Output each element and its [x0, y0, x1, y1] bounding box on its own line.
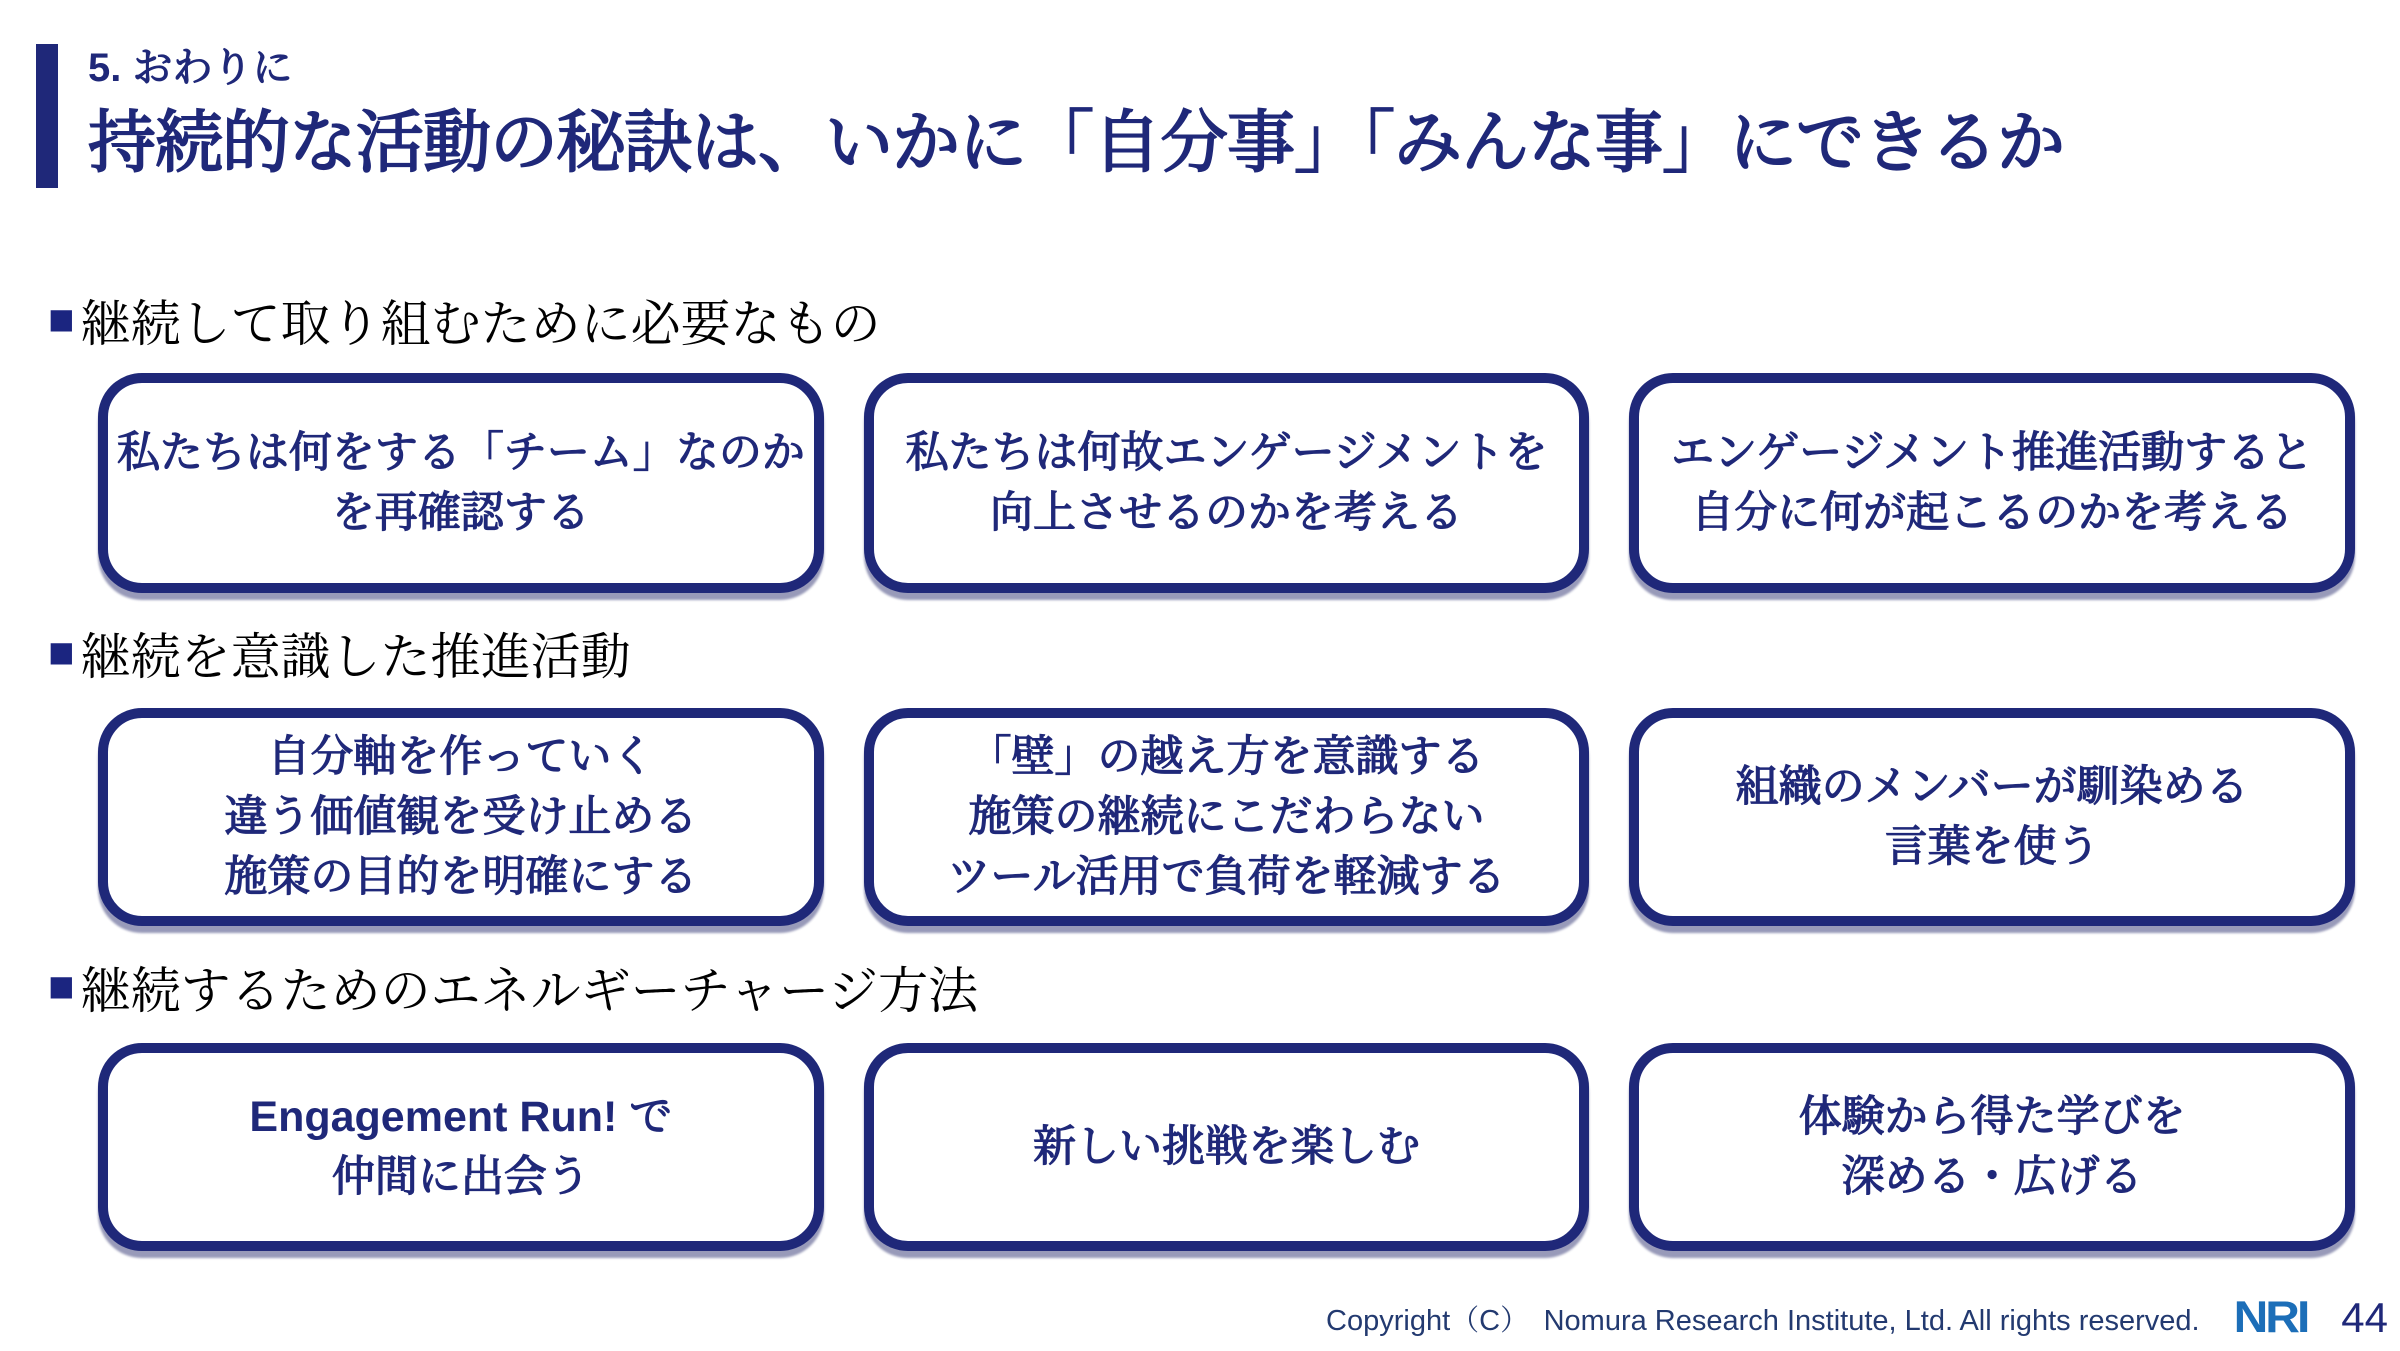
card-reconfirm-team — [98, 373, 824, 593]
card-line: 私たちは何故エンゲージメントを — [905, 428, 1548, 477]
card-over-the-wall — [864, 708, 1590, 926]
square-bullet-icon: ■ — [48, 628, 75, 677]
card-line: 違う価値観を受け止める — [224, 792, 698, 841]
card-engagement-run — [98, 1043, 824, 1251]
section-heading-1-label: 継続して取り組むために必要なもの — [80, 296, 881, 352]
card-line: 「壁」の越え方を意識する — [968, 732, 1485, 781]
card-enjoy-challenge — [864, 1043, 1590, 1251]
card-line: 体験から得た学びを — [1798, 1092, 2186, 1141]
card-line: 仲間に出会う — [331, 1153, 590, 1201]
card-line: 自分に何が起こるのかを考える — [1691, 489, 2294, 537]
section-heading-2-label: 継続を意識した推進活動 — [80, 629, 631, 685]
card-line: 組織のメンバーが馴染める — [1735, 762, 2249, 811]
card-line: 私たちは何をする「チーム」なのか — [116, 428, 805, 477]
section-heading-3-label: 継続するためのエネルギーチャージ方法 — [80, 963, 979, 1019]
square-bullet-icon: ■ — [48, 962, 75, 1011]
card-line: 施策の継続にこだわらない — [968, 792, 1485, 841]
card-line: 向上させるのかを考える — [990, 489, 1463, 537]
title-accent-bar — [36, 44, 58, 188]
card-line: Engagement Run! で — [249, 1092, 673, 1141]
card-line: 深める・広げる — [1841, 1153, 2143, 1201]
card-what-happens-to-me — [1629, 373, 2355, 593]
section-heading-1 — [48, 284, 881, 356]
card-own-axis — [98, 708, 824, 926]
slide-footer — [0, 1292, 2388, 1344]
card-line: ツール活用で負荷を軽減する — [947, 853, 1506, 902]
box-row-1 — [98, 373, 2355, 593]
card-line: を再確認する — [331, 489, 590, 537]
section-heading-3 — [48, 951, 978, 1023]
card-familiar-words — [1629, 708, 2355, 926]
page-number: 44 — [2341, 1294, 2388, 1341]
nri-logo: NRI — [2233, 1293, 2308, 1342]
box-row-2 — [98, 708, 2355, 926]
section-heading-2 — [48, 617, 631, 689]
copyright-text: Copyright（C） Nomura Research Institute, Ltd. All rights reserved. — [1326, 1304, 2200, 1337]
card-line: 新しい挑戦を楽しむ — [1033, 1122, 1420, 1171]
header-text — [88, 44, 2064, 188]
card-deepen-learning — [1629, 1043, 2355, 1251]
section-kicker: 5. おわりに — [88, 46, 293, 90]
box-row-3 — [98, 1043, 2355, 1251]
card-line: 施策の目的を明確にする — [224, 853, 698, 902]
square-bullet-icon: ■ — [48, 295, 75, 344]
card-why-engagement — [864, 373, 1590, 593]
card-line: 自分軸を作っていく — [267, 732, 655, 781]
slide-header — [36, 44, 2064, 188]
card-line: エンゲージメント推進活動すると — [1671, 428, 2314, 477]
page-title: 持続的な活動の秘訣は、いかに「自分事」「みんな事」にできるか — [88, 105, 2065, 181]
card-line: 言葉を使う — [1884, 823, 2100, 871]
